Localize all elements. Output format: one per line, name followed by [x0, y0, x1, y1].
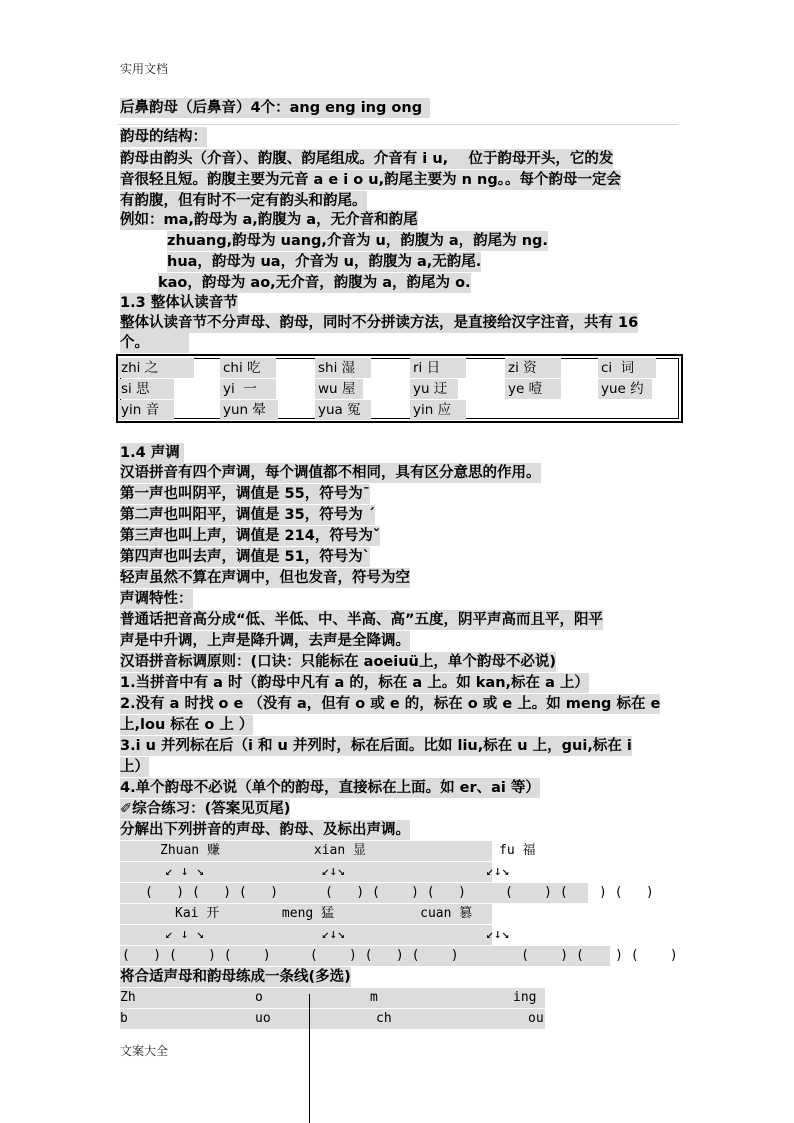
tone-rule-item: 上） — [120, 759, 149, 775]
tones-paragraph: 声是中升调，上声是降升调，去声是全降调。 — [120, 633, 410, 649]
tones-line: 第三声也叫上声，调值是 214，符号为ˇ — [120, 528, 381, 544]
tones-line: 第二声也叫阳平，调值是 35，符号为 ˊ — [120, 507, 376, 523]
tone-features-heading: 声调特性： — [120, 591, 193, 607]
syllable-cell: yi 一 — [220, 379, 276, 399]
example-line: 例如：ma,韵母为 a,韵腹为 a，无介音和韵尾 — [120, 212, 418, 228]
syllable-cell: ye 噎 — [505, 379, 561, 399]
page-header: 实用文档 — [120, 62, 169, 76]
syllable-cell: yue 约 — [598, 379, 652, 399]
page-footer: 文案大全 — [120, 1044, 169, 1058]
tones-paragraph: 普通话把音高分成“低、半低、中、半高、高”五度，阴平声高而且平，阳平 — [120, 612, 604, 628]
syllable-cell: yun 晕 — [220, 400, 278, 420]
tone-rule-item: 4.单个韵母不必说（单个的韵母，直接标在上面。如 er、ai 等） — [120, 780, 540, 796]
match-instruction: 将合适声母和韵母练成一条线(多选) — [120, 969, 351, 985]
structure-paragraph: 有韵腹，但有时不一定有韵头和韵尾。 — [120, 193, 367, 209]
syllable-cell: ci 词 — [598, 358, 656, 378]
exercise-arrows: ↙ ↓ ↘ ↙↓↘ ↙↓↘ — [165, 927, 510, 942]
tones-line: 第一声也叫阴平，调值是 55，符号为ˉ — [120, 486, 370, 502]
tone-rule: 汉语拼音标调原则：(口诀：只能标在 aoeiuü上，单个韵母不必说) — [120, 654, 556, 670]
exercise-blanks: ( ) ( ) ( ) ( ) ( ) ( ) ( ) ( ) ( ) — [122, 948, 678, 963]
tones-heading: 1.4 声调 — [120, 443, 184, 463]
syllable-cell: ri 日 — [410, 358, 466, 378]
match-item: uo — [255, 1011, 271, 1026]
match-item: ou — [528, 1011, 544, 1026]
match-item: m — [370, 990, 378, 1005]
tone-rule-item: 3.i u 并列标在后（i 和 u 并列时，标在后面。比如 liu,标在 u 上，gui,标在 i — [120, 738, 632, 754]
syllable-cell: yin 音 — [118, 400, 174, 420]
syllable-cell: yin 应 — [410, 400, 466, 420]
syllable-cell: yua 冤 — [315, 400, 371, 420]
syllable-cell: wu 屋 — [315, 379, 363, 399]
syllable-cell: shi 湿 — [315, 358, 371, 378]
exercise-pinyin-row: Kai 开 meng 猛 cuan 篡 — [175, 906, 473, 921]
exercise-heading: ✐综合练习：(答案见页尾) — [120, 801, 291, 817]
match-item: Zh — [120, 990, 136, 1005]
example-line: kao，韵母为 ao,无介音，韵腹为 a，韵尾为 o. — [158, 275, 471, 291]
match-item: ing — [513, 990, 537, 1005]
syllable-cell: zi 资 — [505, 358, 561, 378]
match-item: ch — [376, 1011, 392, 1026]
divider — [118, 124, 678, 125]
tone-rule-item: 上,lou 标在 o 上 ） — [120, 717, 254, 733]
match-item: b — [120, 1011, 128, 1026]
exercise-pinyin-row: Zhuan 赚 xian 显 fu 福 — [160, 843, 536, 858]
tones-line: 汉语拼音有四个声调，每个调值都不相同，具有区分意思的作用。 — [120, 465, 541, 481]
tone-rule-item: 1.当拼音中有 a 时（韵母中凡有 a 的，标在 a 上。如 kan,标在 a 上） — [120, 675, 589, 691]
syllable-cell: si 思 — [118, 379, 174, 399]
tones-line: 第四声也叫去声，调值是 51，符号为ˋ — [120, 549, 370, 565]
connector-line — [309, 994, 310, 1123]
whole-syllable-heading: 1.3 整体认读音节 — [120, 295, 238, 311]
syllable-cell: chi 吃 — [220, 358, 276, 378]
exercise-arrows: ↙ ↓ ↘ ↙↓↘ ↙↓↘ — [165, 864, 510, 879]
example-line: zhuang,韵母为 uang,介音为 u，韵腹为 a，韵尾为 ng. — [167, 233, 548, 249]
whole-syllable-paragraph: 整体认读音节不分声母、韵母，同时不分拼读方法，是直接给汉字注音，共有 16 — [120, 315, 639, 331]
tones-line: 轻声虽然不算在声调中，但也发音，符号为空 — [120, 570, 410, 586]
exercise-task: 分解出下列拼音的声母、韵母、及标出声调。 — [120, 822, 410, 838]
structure-paragraph: 音很轻且短。韵腹主要为元音 a e i o u,韵尾主要为 n ng。。每个韵母一定会 — [120, 172, 621, 188]
section-title: 后鼻韵母（后鼻音）4个：ang eng ing ong — [120, 98, 430, 118]
structure-paragraph: 韵母由韵头（介音）、韵腹、韵尾组成。介音有 i u, 位于韵母开头，它的发 — [120, 151, 614, 167]
example-line: hua，韵母为 ua，介音为 u，韵腹为 a,无韵尾. — [167, 254, 482, 270]
structure-heading: 韵母的结构： — [120, 129, 207, 145]
whole-syllable-paragraph: 个。 — [120, 333, 189, 353]
match-item: o — [255, 990, 263, 1005]
tone-rule-item: 2.没有 a 时找 o e （没有 a，但有 o 或 e 的，标在 o 或 e 上。如 meng 标在 e — [120, 696, 661, 712]
exercise-blanks: ( ) ( ) ( ) ( ) ( ) ( ) ( ) ( ) ( ) — [145, 885, 654, 900]
syllable-cell: zhi 之 — [118, 358, 194, 378]
syllable-cell: yu 迂 — [410, 379, 458, 399]
